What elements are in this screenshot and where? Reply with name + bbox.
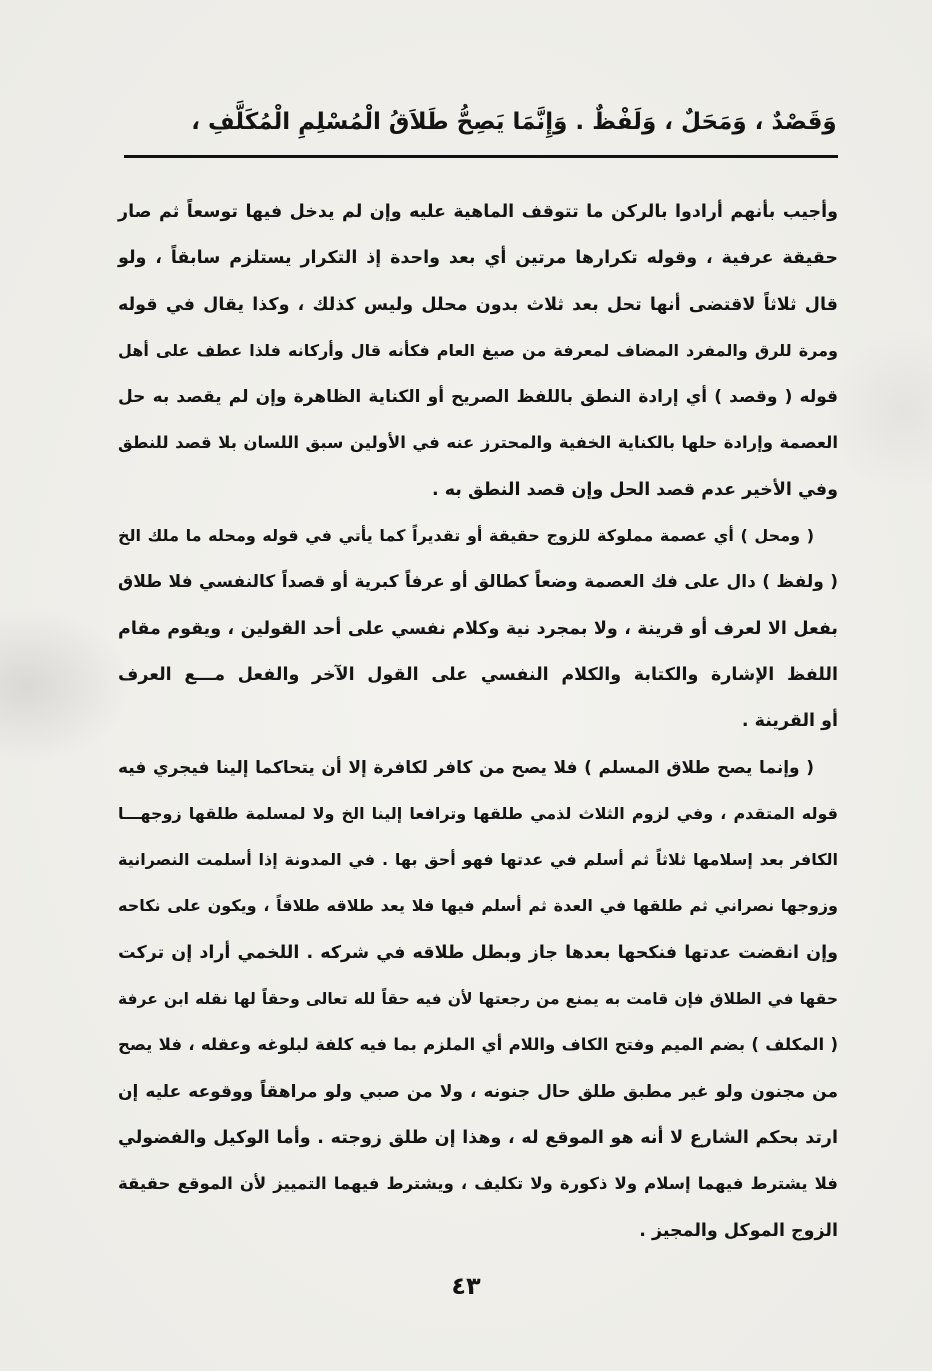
text-line: الكافر بعد إسلامها ثلاثاً ثم أسلم في عدتها فهو أحق بها . في المدونة إذا أسلمت النصرانية — [118, 850, 838, 870]
text-line: وأجيب بأنهم أرادوا بالركن ما تتوقف الماهية عليه وإن لم يدخل فيها توسعاً ثم صار — [118, 202, 838, 222]
text-line: وزوجها نصراني ثم طلقها في العدة ثم أسلم فيها فلا يعد طلاقه طلاقاً ، ويكون على نكاحه — [118, 896, 838, 916]
text-line: ارتد بحكم الشارع لا أنه هو الموقع له ، وهذا إن طلق زوجته . وأما الوكيل والفضولي — [118, 1127, 838, 1148]
page-header — [190, 92, 838, 152]
text-line: حقيقة عرفية ، وقوله تكرارها مرتين أي بعد واحدة إذ التكرار يستلزم سابقاً ، ولو — [118, 248, 838, 269]
header-text: وَقَصْدٌ ، وَمَحَلٌ ، وَلَفْظٌ . وَإِنَّمَا يَصِحُّ طَلاَقُ الْمُسْلِمِ الْمُكَلَّفِ ، — [191, 109, 837, 135]
header-rule — [124, 155, 838, 158]
paragraph — [118, 745, 838, 1254]
text-line: الزوج الموكل والمجيز . — [639, 1220, 838, 1241]
text-line: أو القرينة . — [741, 711, 838, 732]
text-line: بفعل الا لعرف أو قرينة ، ولا بمجرد نية وكلام نفسي على أحد القولين ، ويقوم مقام — [118, 618, 838, 639]
text-line: حقها في الطلاق فإن قامت به يمنع من رجعتها لأن فيه حقاً لله تعالى وحقاً لها نقله ابن عرفة — [118, 990, 838, 1009]
paragraph — [118, 189, 838, 513]
text-line: ومرة للرق والمفرد المضاف لمعرفة من صيغ العام فكأنه قال وأركانه فلذا عطف على أهل — [118, 340, 838, 360]
text-line: وفي الأخير عدم قصد الحل وإن قصد النطق به . — [431, 479, 838, 500]
text-line: ( وإنما يصح طلاق المسلم ) فلا يصح من كافر لكافرة إلا أن يتحاكما إلينا فيجري فيه — [118, 757, 814, 778]
body-text — [118, 189, 838, 1254]
text-line: قوله المتقدم ، وفي لزوم الثلاث لذمي طلقها وترافعا إلينا الخ ولا لمسلمة طلقها زوجهـــا — [118, 803, 838, 823]
text-line: فلا يشترط فيهما إسلام ولا ذكورة ولا تكليف ، ويشترط فيهما التمييز لأن الموقع حقيقة — [118, 1174, 838, 1194]
text-line: من مجنون ولو غير مطبق طلق حال جنونه ، ولا من صبي ولو مراهقاً ووقوعه عليه إن — [118, 1081, 838, 1102]
text-line: اللفظ الإشارة والكتابة والكلام النفسي على القول الآخر والفعل مـــع العرف — [118, 664, 838, 685]
text-line: قال ثلاثاً لاقتضى أنها تحل بعد ثلاث بدون محلل وليس كذلك ، وكذا يقال في قوله — [118, 294, 838, 315]
text-line: وإن انقضت عدتها فنكحها بعدها جاز وبطل طلاقه في شركه . اللخمي أراد إن تركت — [118, 942, 838, 963]
text-line: العصمة وإرادة حلها بالكناية الخفية والمحترز عنه في الأولين سبق اللسان بلا قصد للنطق — [118, 433, 838, 453]
text-line: قوله ( وقصد ) أي إرادة النطق باللفظ الصريح أو الكناية الظاهرة وإن لم يقصد به حل — [118, 387, 838, 408]
page-number: ٤٣ — [451, 1272, 481, 1300]
paragraph — [118, 513, 838, 744]
text-line: ( ومحل ) أي عصمة مملوكة للزوج حقيقة أو تقديراً كما يأتي في قوله ومحله ما ملك الخ — [118, 526, 814, 546]
text-line: ( المكلف ) بضم الميم وفتح الكاف واللام أي الملزم بما فيه كلفة لبلوغه وعقله ، فلا يصح — [118, 1035, 838, 1055]
text-line: ( ولفظ ) دال على فك العصمة وضعاً كطالق أو عرفاً كبرية أو قصداً كالنفسي فلا طلاق — [118, 572, 838, 593]
